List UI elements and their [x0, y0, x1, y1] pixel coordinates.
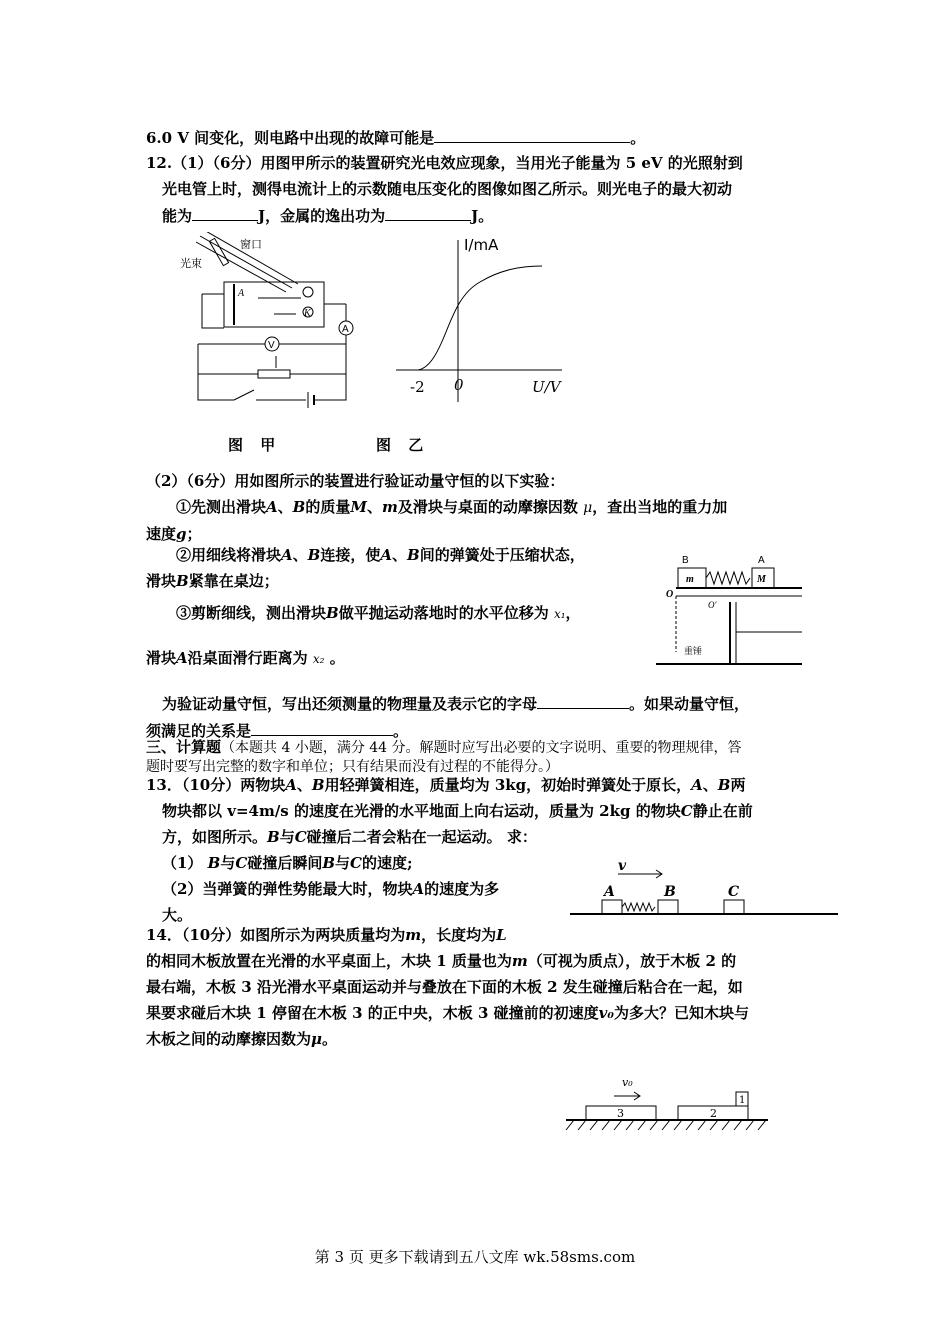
label-cathode: K	[304, 308, 311, 319]
label-O: O	[666, 589, 674, 600]
label-M: M	[757, 574, 766, 585]
caption-figure-b: 图 乙	[376, 436, 430, 454]
ammeter-icon: A	[342, 324, 349, 335]
figure-q13-blocks	[570, 856, 840, 922]
label-A: A	[758, 555, 765, 566]
label-board-3: 3	[617, 1107, 624, 1120]
answer-blank-kinetic-energy[interactable]	[192, 202, 258, 221]
label-B: B	[664, 884, 676, 900]
figure-b-graph	[390, 232, 570, 412]
label-A: A	[604, 884, 615, 900]
label-B: B	[682, 555, 689, 566]
spring-AB	[622, 903, 655, 911]
question-14: 14．（10分）如图所示为两块质量均为m，长度均为L 的相同木板放置在光滑的水平桌面上，木块 1 质量也为m（可视为质点），放于木板 2 的 最右端，木板 3 沿光滑水平桌面运动并与叠放在下面的木板 2 发生碰撞后粘合在一起，如 果要求碰后木块 1 停留在木板 3 的正中央，木板 3 碰撞前的初速度v₀为多大？已知木块与 木板之间的动摩擦因数为μ。	[146, 926, 749, 1048]
label-board-2: 2	[710, 1107, 717, 1120]
label-plumb: 重锤	[684, 646, 703, 656]
voltmeter-icon: V	[268, 340, 275, 351]
figure-momentum-apparatus	[656, 552, 802, 672]
block-C	[724, 900, 744, 914]
figure-a-circuit	[176, 232, 366, 412]
section-3-header: 三、计算题（本题共 4 小题，满分 44 分。解题时应写出必要的文字说明、重要的物理规律，答 题时要写出完整的数字和单位；只有结果而没有过程的不能得分。）	[146, 738, 742, 775]
label-beam: 光束	[180, 258, 202, 270]
tick-zero: 0	[454, 376, 464, 394]
label-v0: v₀	[622, 1076, 633, 1089]
top-line: 6.0 V 间变化，则电路中出现的故障可能是 。	[146, 124, 810, 151]
figure-q14-boards	[562, 1074, 772, 1138]
question-12-part-2-steps: ②用细线将滑块A、B连接，使A、B间的弹簧处于压缩状态， 滑块B紧靠在桌边； ③剪断细线，测出滑块B做平抛运动落地时的水平位移为 x₁， 滑块A沿桌面滑行距离为 x₂ 。	[146, 546, 585, 667]
spring	[706, 572, 750, 584]
answer-blank-work-function[interactable]	[385, 202, 471, 221]
label-v: v	[618, 858, 627, 874]
label-anode: A	[238, 288, 245, 299]
y-axis-label: I/mA	[464, 236, 499, 254]
question-13: 13．（10分）两物块A、B用轻弹簧相连，质量均为 3kg，初始时弹簧处于原长，A、B两 物块都以 v=4m/s 的速度在光滑的水平地面上向右运动，质量为 2kg 的物块C静止在前 方，如图所示。B与C碰撞后二者会粘在一起运动。 求： （1） B与C碰撞后瞬间B与C的速度; （2）当弹簧的弹性势能最大时，物块A的速度为多 大。	[146, 776, 753, 924]
block-A	[602, 900, 622, 914]
tick-negative-two: -2	[410, 378, 425, 396]
block-B	[658, 900, 678, 914]
page-footer: 第 3 页 更多下载请到五八文库 wk.58sms.com	[314, 1248, 636, 1266]
question-12-part-2: （2）（6分）用如图所示的装置进行验证动量守恒的以下实验： ①先测出滑块A、B的质量M、m及滑块与桌面的动摩擦因数 μ，查出当地的重力加 速度g；	[146, 472, 728, 543]
answer-blank-quantity[interactable]	[537, 690, 629, 709]
caption-figure-a: 图 甲	[228, 436, 282, 454]
label-window: 窗口	[240, 239, 262, 251]
label-O-prime: O'	[708, 600, 717, 610]
label-block-1: 1	[739, 1095, 746, 1106]
question-12: 12.（1）（6分）用图甲所示的装置研究光电效应现象，当用光子能量为 5 eV 的光照射到 光电管上时，测得电流计上的示数随电压变化的图像如图乙所示。则光电子的最大初动 能为 J，金属的逸出功为 J。	[146, 154, 743, 225]
label-C: C	[728, 884, 740, 900]
question-12-part-2-answer: 为验证动量守恒，写出还须测量的物理量及表示它的字母 。如果动量守恒， 须满足的关系是 。	[146, 690, 810, 744]
answer-blank[interactable]	[434, 124, 630, 143]
current-curve	[418, 266, 542, 370]
label-m: m	[686, 574, 694, 585]
answer-blank-relation[interactable]	[251, 717, 393, 736]
x-axis-label: U/V	[532, 378, 561, 396]
